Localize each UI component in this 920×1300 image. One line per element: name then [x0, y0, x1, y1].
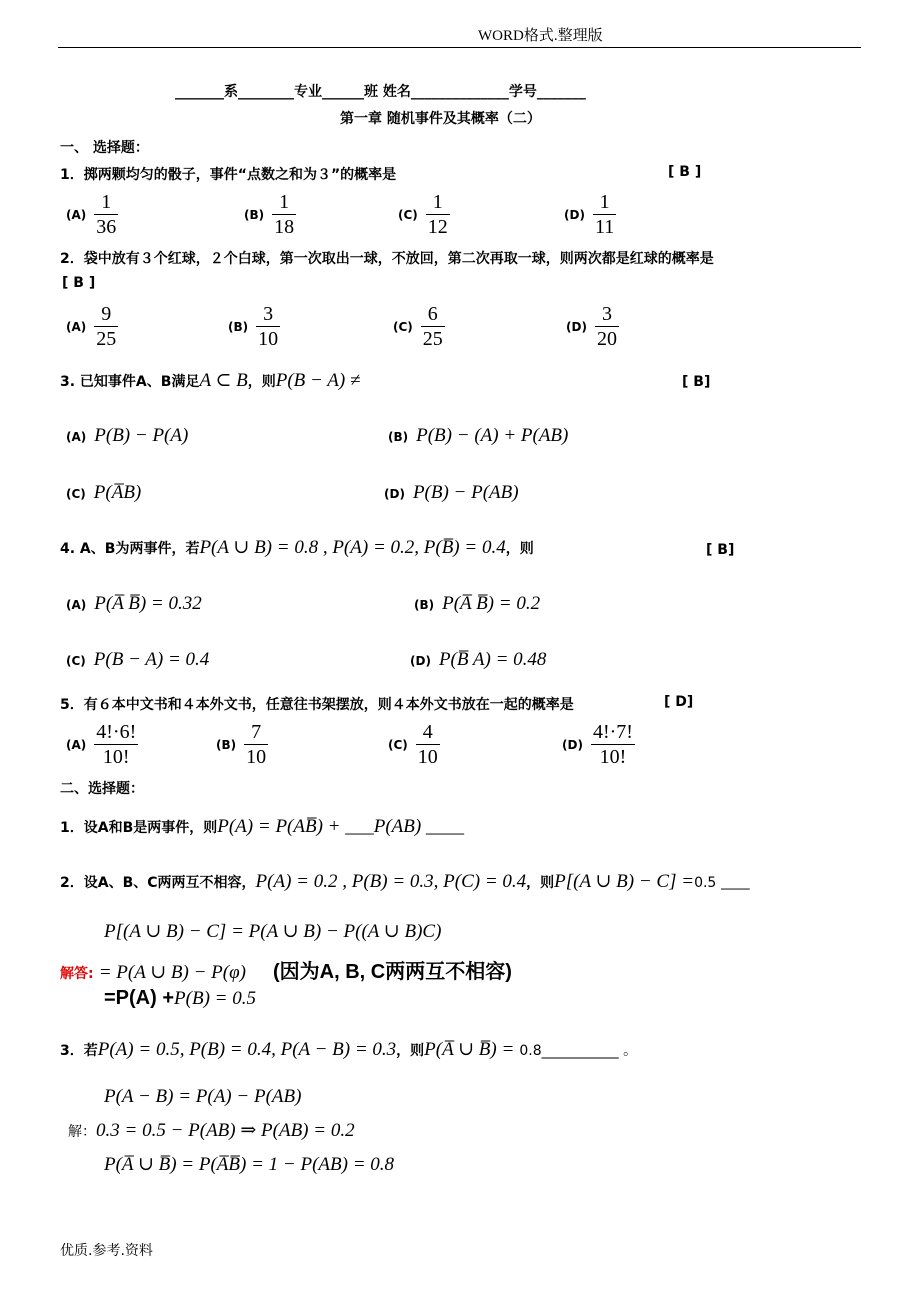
option-label: (C) [393, 319, 413, 334]
fraction: $\frac{6}{25}$ [422, 303, 443, 350]
q3-option-c: (C) P(A̅B) [66, 482, 142, 503]
s2-q3-solution-line2: 解：0.3 = 0.5 − P(AB) ⇒ P(AB) = 0.2 [68, 1120, 355, 1141]
fraction: $\frac{7}{10}$ [246, 721, 267, 768]
chapter-title: 第一章 随机事件及其概率（二） [340, 111, 541, 127]
q2-option-d [566, 302, 619, 351]
q4-option-c: (C) P(B − A) = 0.4 [66, 649, 210, 670]
q3-answer: [ B] [682, 374, 711, 390]
option-label: (D) [566, 319, 587, 334]
fraction: $\frac{4!\cdot 6!}{10!}$ [96, 721, 137, 768]
q5-answer: [ D] [664, 694, 694, 710]
option-label: (A) [66, 319, 87, 334]
q5-text: 5．有６本中文书和４本外文书，任意往书架摆放，则４本外文书放在一起的概率是 [60, 697, 574, 713]
q2-option-b [228, 302, 280, 351]
fraction: $\frac{4}{10}$ [417, 721, 438, 768]
s2-q3-solution-line3: P(A̅ ∪ B̅) = P(A̅B̅) = 1 − P(AB) = 0.8 [104, 1154, 395, 1175]
q4-option-d: (D) P(B̅ A) = 0.48 [410, 649, 547, 670]
option-label: (B) [244, 207, 265, 222]
q1-option-a [66, 190, 118, 239]
q4-stem: 4. A、B为两事件，若P(A ∪ B) = 0.8 , P(A) = 0.2, P(B̅) = 0.4，则 [60, 537, 534, 558]
q1-option-b [244, 190, 296, 239]
q4-option-b: (B) P(A̅ B̅) = 0.2 [414, 593, 541, 614]
q3-option-a: (A) P(B) − P(A) [66, 425, 189, 446]
option-label: (D) [564, 207, 585, 222]
q5-option-c: (C) $\frac{4}{10}$ [388, 721, 438, 768]
q4-answer: [ B] [706, 542, 735, 558]
s2-q1: 1．设A和B是两事件，则P(A) = P(AB̅) + ___P(AB) ____ [60, 816, 464, 837]
fraction: $\frac{1}{12}$ [427, 191, 448, 238]
fraction: $\frac{3}{20}$ [596, 303, 617, 350]
option-label: (C) [398, 207, 418, 222]
header-rule [58, 47, 861, 48]
option-label: (B) [228, 319, 249, 334]
s2-q2: 2．设A、B、C两两互不相容，P(A) = 0.2 , P(B) = 0.3, P(C) = 0.4，则P[(A ∪ B) − C] =0.5 ___ [60, 871, 750, 892]
section1-title: 一、 选择题： [60, 140, 149, 156]
q2-text: 2．袋中放有３个红球，２个白球，第一次取出一球，不放回，第二次再取一球，则两次都是红球的概率是 [60, 251, 714, 267]
section2-title: 二、选择题： [60, 781, 144, 797]
s2-q2-solution-line2: 解答: = P(A ∪ B) − P(φ) (因为A, B, C两两互不相容) [60, 961, 512, 983]
solution-label: 解： [68, 1124, 96, 1140]
q5-option-d: (D) $\frac{4!\cdot 7!}{10!}$ [562, 721, 633, 768]
student-info-line: _______系________专业______班 姓名______________学号_______ [175, 84, 586, 100]
fraction: $\frac{1}{11}$ [594, 191, 615, 238]
s2-q2-solution-line3: =P(A) +P(B) = 0.5 [104, 987, 256, 1009]
page-footer-label: 优质.参考.资料 [60, 1243, 153, 1259]
q2-answer: [ B ] [62, 275, 96, 291]
q4-option-a: (A) P(A̅ B̅) = 0.32 [66, 593, 202, 614]
fraction: $\frac{9}{25}$ [96, 303, 117, 350]
fraction: $\frac{1}{36}$ [96, 191, 117, 238]
q3-stem: 3. 已知事件A、B满足A ⊂ B，则P(B − A) ≠ [60, 370, 361, 391]
page-header-label: WORD格式.整理版 [478, 28, 603, 44]
q1-text: 1．掷两颗均匀的骰子，事件“点数之和为３”的概率是 [60, 167, 397, 183]
q2-option-a [66, 302, 118, 351]
q5-option-a: (A) $\frac{4!\cdot 6!}{10!}$ [66, 721, 137, 768]
option-label: (A) [66, 207, 87, 222]
s2-q3-solution-line1: P(A − B) = P(A) − P(AB) [104, 1086, 302, 1107]
solution-label: 解答: [60, 966, 94, 982]
s2-q2-solution-line1: P[(A ∪ B) − C] = P(A ∪ B) − P((A ∪ B)C) [104, 921, 442, 942]
fraction: $\frac{3}{10}$ [258, 303, 279, 350]
q1-answer: [ B ] [668, 164, 702, 180]
q1-option-d [564, 190, 616, 239]
s2-q3: 3．若P(A) = 0.5, P(B) = 0.4, P(A − B) = 0.3，则P(A̅ ∪ B̅) = 0.8___________ 。 [60, 1039, 638, 1060]
fraction: $\frac{4!\cdot 7!}{10!}$ [592, 721, 633, 768]
q3-option-d: (D) P(B) − P(AB) [384, 482, 519, 503]
q2-option-c [393, 302, 445, 351]
q3-option-b: (B) P(B) − (A) + P(AB) [388, 425, 569, 446]
q1-option-c [398, 190, 450, 239]
q5-option-b: (B) $\frac{7}{10}$ [216, 721, 267, 768]
fraction: $\frac{1}{18}$ [274, 191, 295, 238]
